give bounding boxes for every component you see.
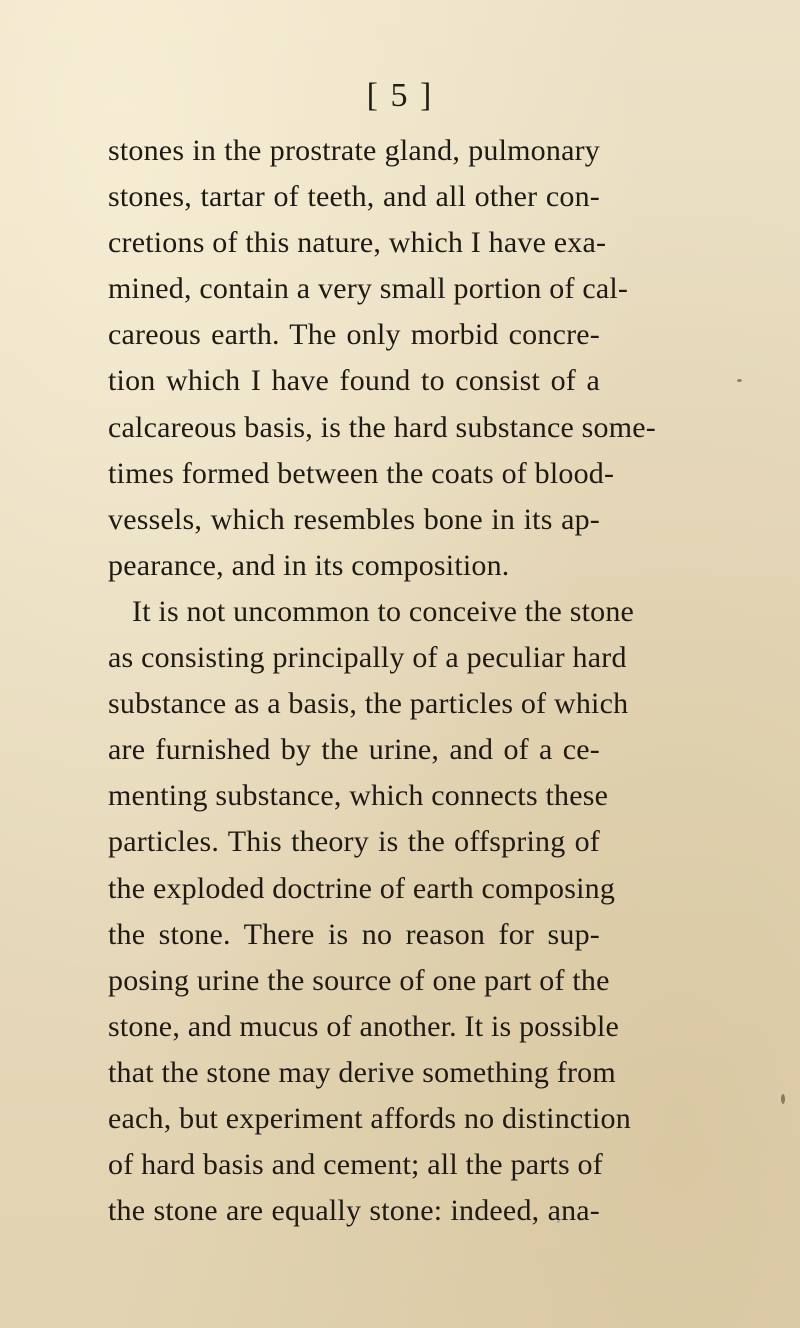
text-line: the exploded doctrine of earth composing [108,871,616,905]
text-line: of hard basis and cement; all the parts of [108,1148,603,1182]
text-line: the stone are equally stone: indeed, ana- [108,1194,600,1228]
text-line: vessels, which resembles bone in its ap- [108,502,600,536]
text-line: particles. This theory is the offspring of [108,825,600,859]
text-line: mined, contain a very small portion of cal- [108,272,629,306]
text-line: posing urine the source of one part of the [108,963,610,997]
text-line: menting substance, which connects these [108,779,609,813]
paragraph-start-line: It is not uncommon to conceive the stone [132,594,635,628]
text-line: times formed between the coats of blood- [108,456,615,490]
paper-speck [781,1094,785,1104]
paper-speck [557,1220,560,1223]
text-line: that the stone may derive something from [108,1055,616,1089]
text-line: are furnished by the urine, and of a ce- [108,733,600,767]
text-line: the stone. There is no reason for sup- [108,917,600,951]
text-line: cretions of this nature, which I have exa- [108,226,607,260]
page-number-header: [ 5 ] [366,77,434,114]
text-line: stones in the prostrate gland, pulmonary [108,134,600,167]
text-line: stone, and mucus of another. It is possible [108,1009,620,1043]
text-line: as consisting principally of a peculiar hard [108,641,627,675]
body-text [108,128,656,1234]
text-line: calcareous basis, is the hard substance some- [108,410,656,444]
text-line: substance as a basis, the particles of which [108,687,629,721]
paper-speck [737,379,742,382]
text-line: pearance, and in its composition. [108,548,510,582]
text-line: each, but experiment affords no distinction [108,1101,631,1135]
text-line: stones, tartar of teeth, and all other con- [108,180,600,214]
text-line: careous earth. The only morbid concre- [108,318,600,352]
text-line: tion which I have found to consist of a [108,364,600,398]
